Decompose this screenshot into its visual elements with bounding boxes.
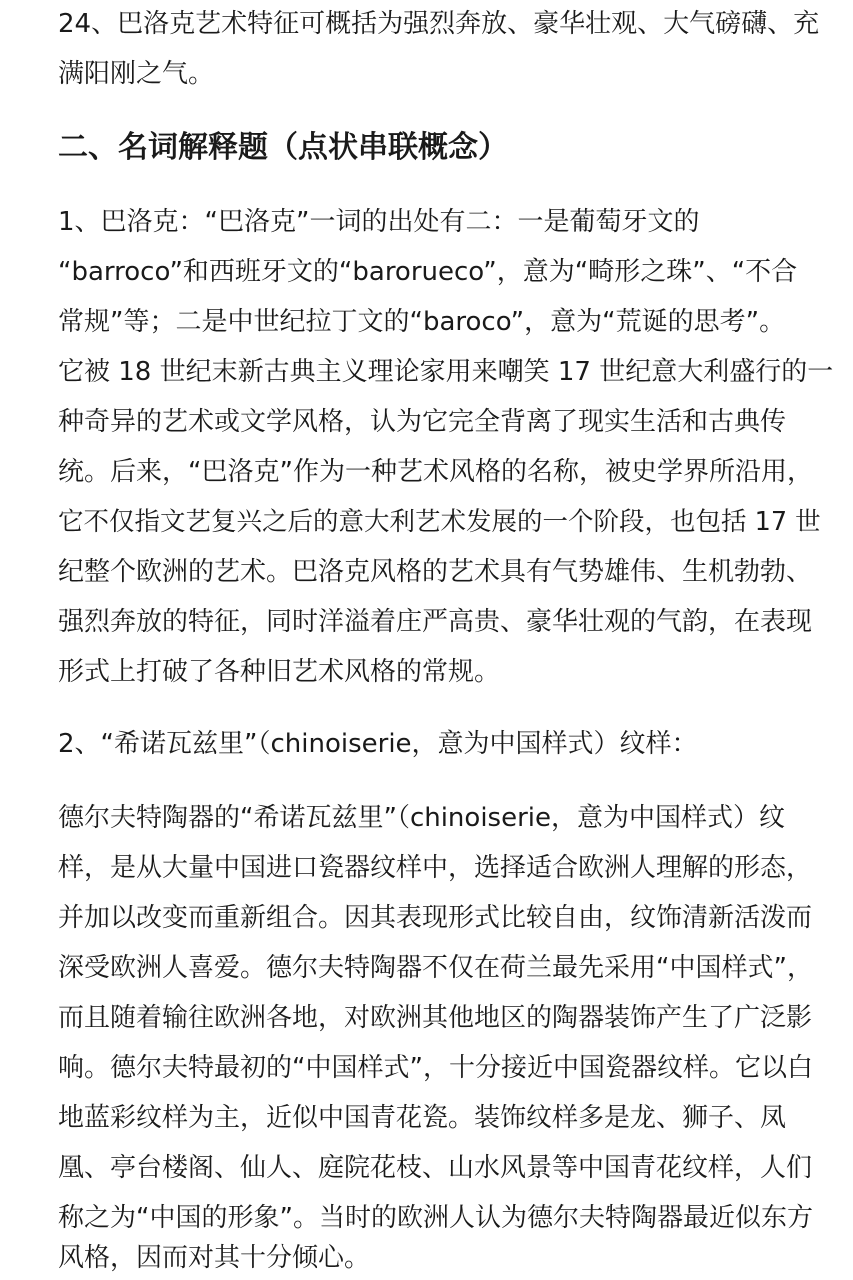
term-2-title: 2、“希诺瓦兹里”（chinoiserie，意为中国样式）纹样： [58,729,698,759]
term-1-line-5: 种奇异的艺术或文学风格，认为它完全背离了现实生活和古典传 [58,407,787,437]
term-2-line-7: 地蓝彩纹样为主，近似中国青花瓷。装饰纹样多是龙、狮子、凤 [58,1103,787,1133]
term-2-line-6: 响。德尔夫特最初的“中国样式”，十分接近中国瓷器纹样。它以白 [58,1053,813,1083]
term-1-line-7: 它不仅指文艺复兴之后的意大利艺术发展的一个阶段，也包括 17 世 [58,507,821,537]
term-1-line-9: 强烈奔放的特征，同时洋溢着庄严高贵、豪华壮观的气韵，在表现 [58,607,813,637]
term-2-line-8: 凰、亭台楼阁、仙人、庭院花枝、山水风景等中国青花纹样，人们 [58,1153,813,1183]
item-24-line-1: 24、巴洛克艺术特征可概括为强烈奔放、豪华壮观、大气磅礴、充 [58,9,820,39]
section-heading: 二、名词解释题（点状串联概念） [58,130,508,165]
term-2-line-9: 称之为“中国的形象”。当时的欧洲人认为德尔夫特陶器最近似东方 [58,1203,813,1233]
term-2-line-1: 德尔夫特陶器的“希诺瓦兹里”（chinoiserie，意为中国样式）纹 [58,803,785,833]
term-2-line-5: 而且随着输往欧洲各地，对欧洲其他地区的陶器装饰产生了广泛影 [58,1003,813,1033]
term-1-line-8: 纪整个欧洲的艺术。巴洛克风格的艺术具有气势雄伟、生机勃勃、 [58,557,813,587]
term-1-line-10: 形式上打破了各种旧艺术风格的常规。 [58,657,501,687]
term-1-line-6: 统。后来，“巴洛克”作为一种艺术风格的名称，被史学界所沿用， [58,457,813,487]
term-2-line-3: 并加以改变而重新组合。因其表现形式比较自由，纹饰清新活泼而 [58,903,813,933]
term-2-line-10: 风格，因而对其十分倾心。 [58,1243,371,1273]
term-2-line-4: 深受欧洲人喜爱。德尔夫特陶器不仅在荷兰最先采用“中国样式”， [58,953,813,983]
term-1-line-1: 1、巴洛克：“巴洛克”一词的出处有二：一是葡萄牙文的 [58,207,700,237]
term-1-line-2: “barroco”和西班牙文的“barorueco”，意为“畸形之珠”、“不合 [58,257,798,287]
term-1-line-4: 它被 18 世纪末新古典主义理论家用来嘲笑 17 世纪意大利盛行的一 [58,357,834,387]
term-2-line-2: 样，是从大量中国进口瓷器纹样中，选择适合欧洲人理解的形态， [58,853,813,883]
term-1-line-3: 常规”等；二是中世纪拉丁文的“baroco”，意为“荒诞的思考”。 [58,307,786,337]
item-24-line-2: 满阳刚之气。 [58,59,215,89]
